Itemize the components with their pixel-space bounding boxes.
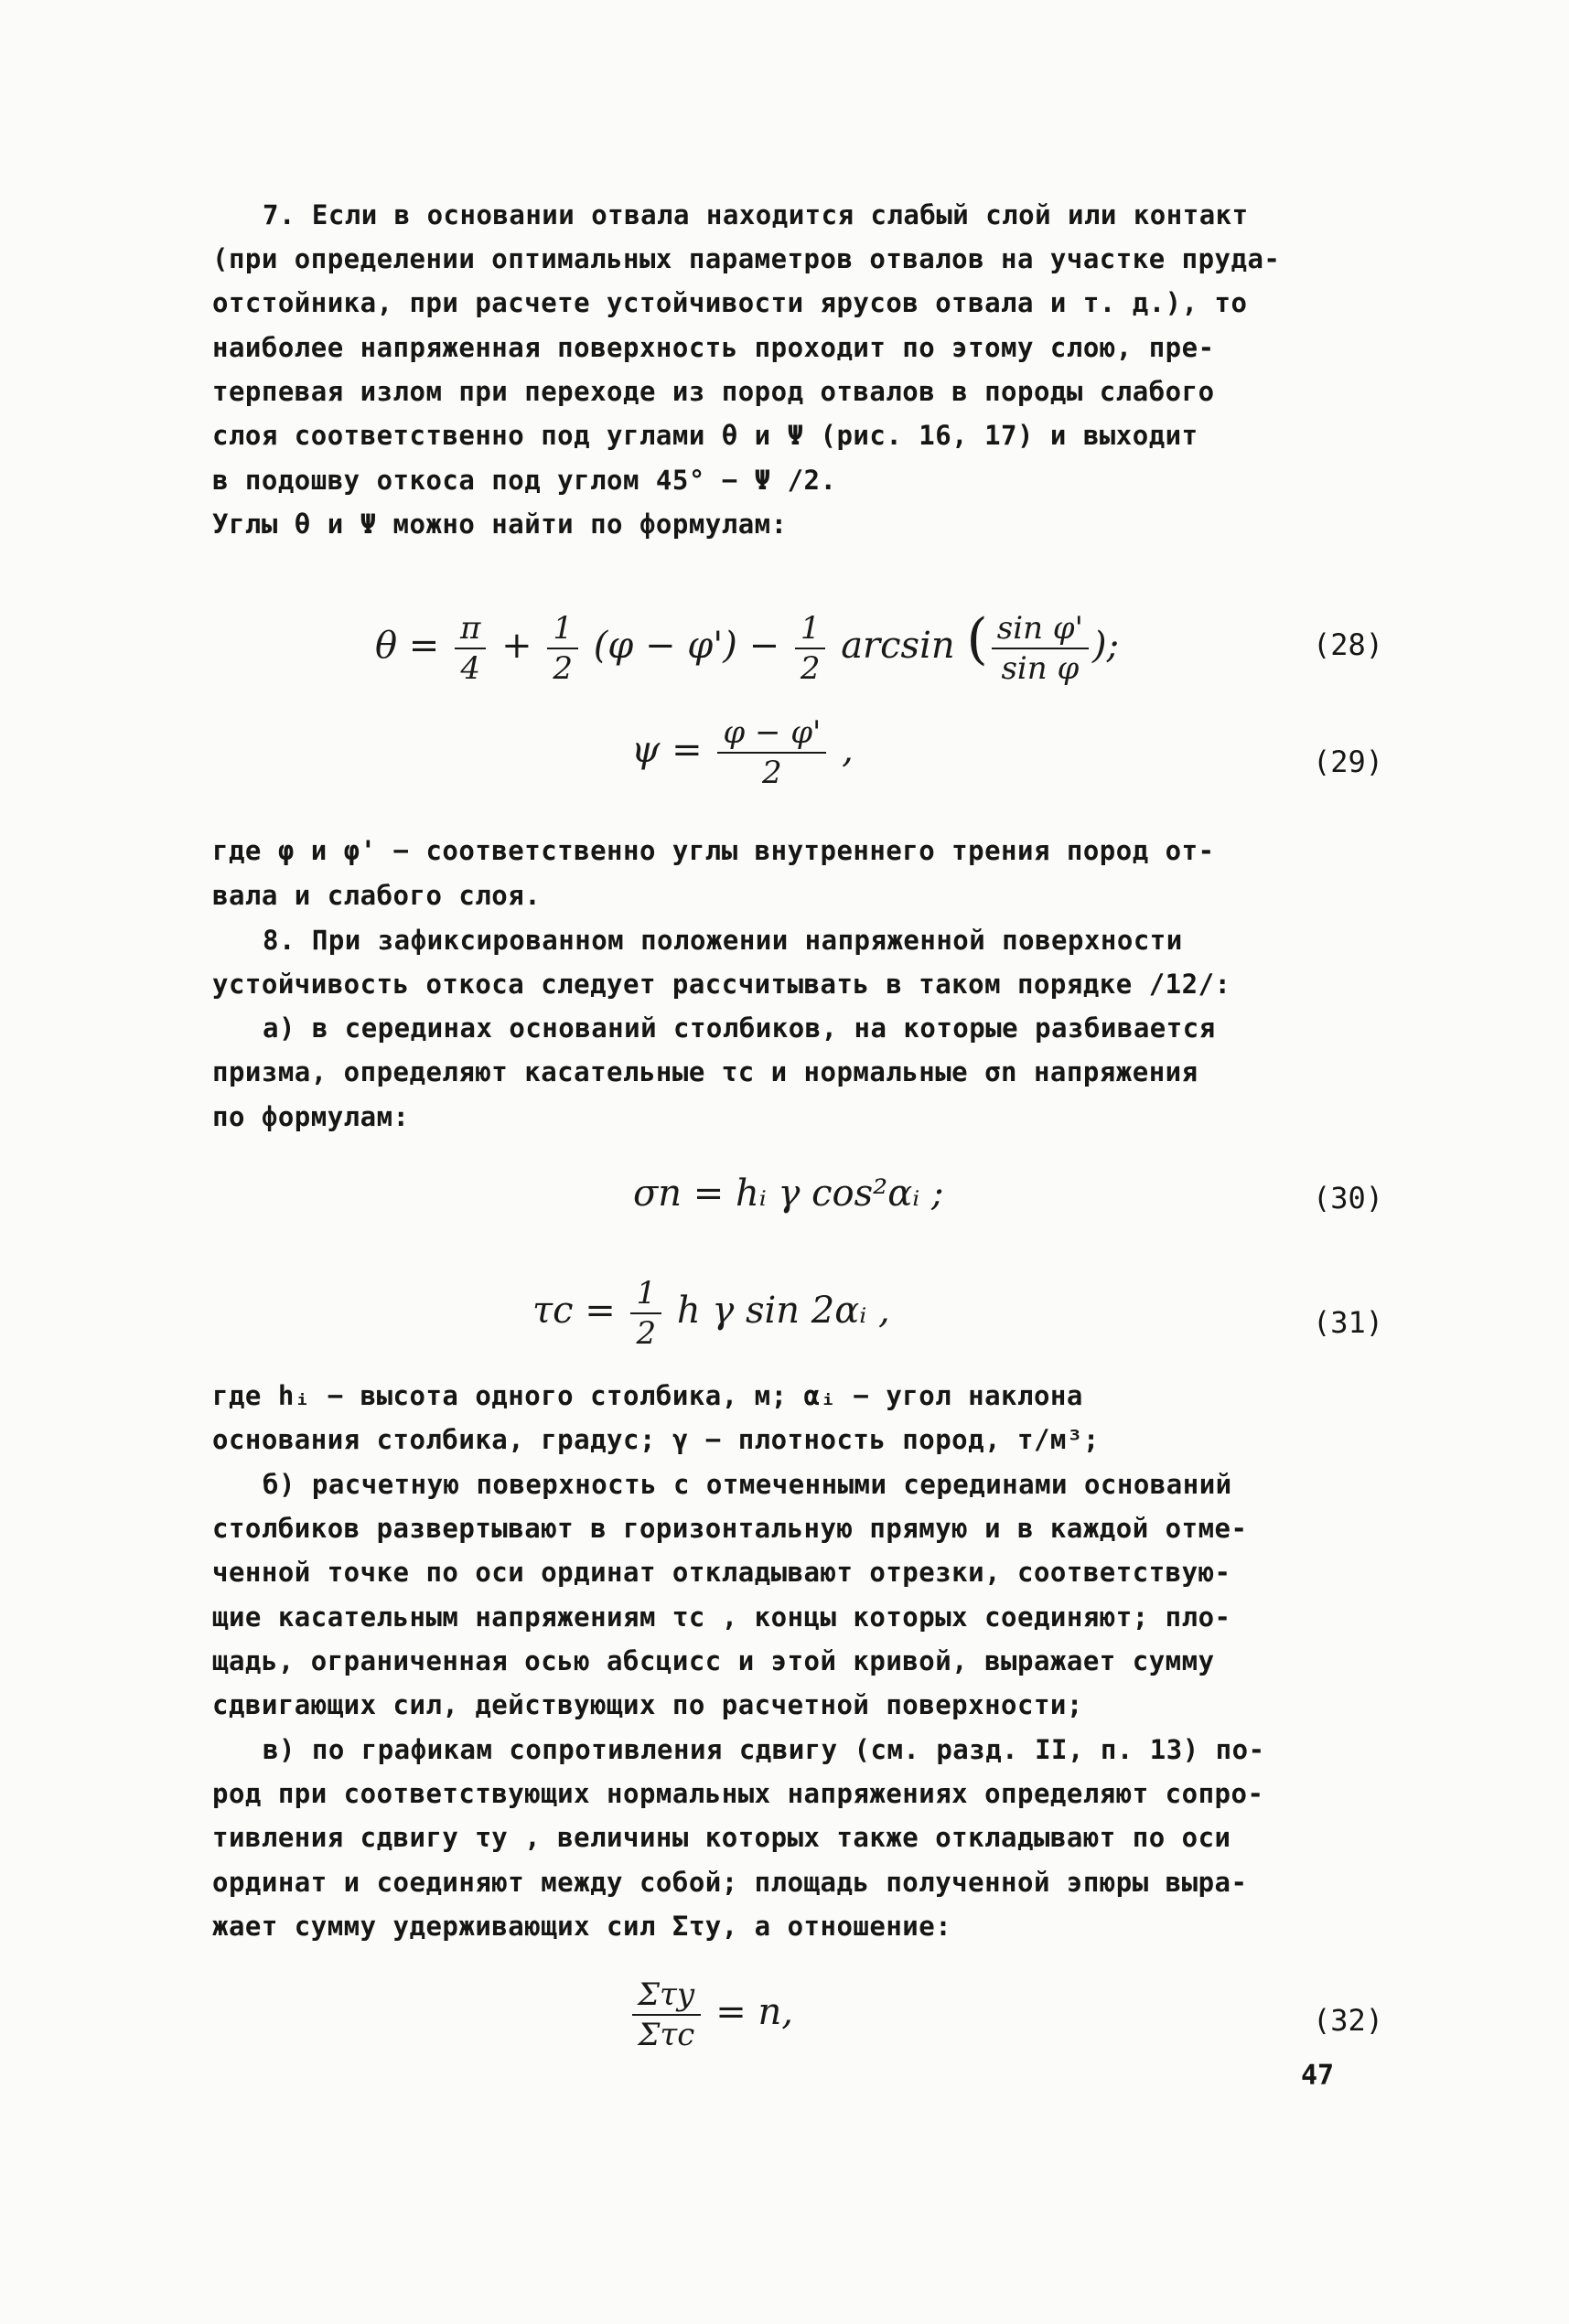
text-line: щадь, ограниченная осью абсцисс и этой кривой, выражает сумму xyxy=(212,1645,1215,1676)
text-line: 8. При зафиксированном положении напряженной поверхности xyxy=(263,925,1183,956)
equation-28: θ = $\frac{\pi}{4}$ + $\frac{1}{2}$ (φ − φ') − $\frac{1}{2}$ arcsin ( $\frac{\text{sin φ'}}{\text{sin φ}}$ ); (28) xyxy=(375,607,1383,687)
text-line: в подошву откоса под углом 45° − Ψ /2. xyxy=(212,465,837,496)
equation-29: ψ = $\frac{\varphi - \varphi'}{2}$ , (29) xyxy=(631,714,1383,791)
text-line: столбиков развертывают в горизонтальную прямую и в каждой отме- xyxy=(212,1513,1248,1544)
page-number: 47 xyxy=(1301,2060,1335,2092)
text-line: Углы θ и Ψ можно найти по формулам: xyxy=(212,509,788,540)
equation-number: (29) xyxy=(1312,744,1383,779)
text-line: род при соответствующих нормальных напряжениях определяют сопро- xyxy=(212,1778,1264,1809)
text-line: по формулам: xyxy=(212,1101,410,1132)
text-line: ординат и соединяют между собой; площадь полученной эпюры выра- xyxy=(212,1867,1248,1898)
equation-number: (28) xyxy=(1312,627,1383,662)
text-line: наиболее напряженная поверхность проходит по этому слою, пре- xyxy=(212,332,1215,363)
text-line: слоя соответственно под углами θ и Ψ (рис. 16, 17) и выходит xyxy=(212,420,1198,451)
text-line: терпевая излом при переходе из пород отвалов в породы слабого xyxy=(212,376,1215,407)
equation-32: $\frac{\text{Στу}}{\text{Στc}}$ = n, (32) xyxy=(212,1976,1383,2085)
text-line: где hᵢ − высота одного столбика, м; αᵢ − угол наклона xyxy=(212,1380,1083,1411)
equation-number: (32) xyxy=(1312,2003,1383,2038)
text-line: где φ и φ' − соответственно углы внутреннего трения пород от- xyxy=(212,835,1215,866)
text-line: в) по графикам сопротивления сдвигу (см. разд. II, п. 13) по- xyxy=(263,1734,1265,1765)
text-line: б) расчетную поверхность с отмеченными серединами оснований xyxy=(263,1469,1232,1500)
text-line: тивления сдвигу τу , величины которых также откладывают по оси xyxy=(212,1822,1231,1853)
text-line: вала и слабого слоя. xyxy=(212,880,542,911)
text-line: сдвигающих сил, действующих по расчетной поверхности; xyxy=(212,1689,1083,1720)
equation-number: (30) xyxy=(1312,1181,1383,1216)
text-line: основания столбика, градус; γ − плотность пород, т/м³; xyxy=(212,1424,1100,1455)
text-line: ченной точке по оси ординат откладывают отрезки, соответствую- xyxy=(212,1557,1231,1588)
text-line: (при определении оптимальных параметров отвалов на участке пруда- xyxy=(212,243,1281,274)
text-line: жает сумму удерживающих сил Στу, а отношение: xyxy=(212,1911,952,1942)
equation-number: (31) xyxy=(1312,1305,1383,1340)
text-line: отстойника, при расчете устойчивости ярусов отвала и т. д.), то xyxy=(212,287,1248,318)
text-line: устойчивость откоса следует рассчитывать в таком порядке /12/: xyxy=(212,969,1231,1000)
equation-31: τc = $\frac{1}{2}$ h γ sin 2αᵢ , (31) xyxy=(532,1275,1383,1352)
text-line: призма, определяют касательные τc и нормальные σn напряжения xyxy=(212,1056,1198,1087)
text-line: а) в серединах оснований столбиков, на которые разбивается xyxy=(263,1012,1216,1044)
equation-30: σn = hᵢ γ cos²αᵢ ; (30) xyxy=(633,1173,1383,1216)
text-line: 7. Если в основании отвала находится слабый слой или контакт xyxy=(263,199,1249,230)
text-line: щие касательным напряжениям τc , концы которых соединяют; пло- xyxy=(212,1601,1231,1633)
